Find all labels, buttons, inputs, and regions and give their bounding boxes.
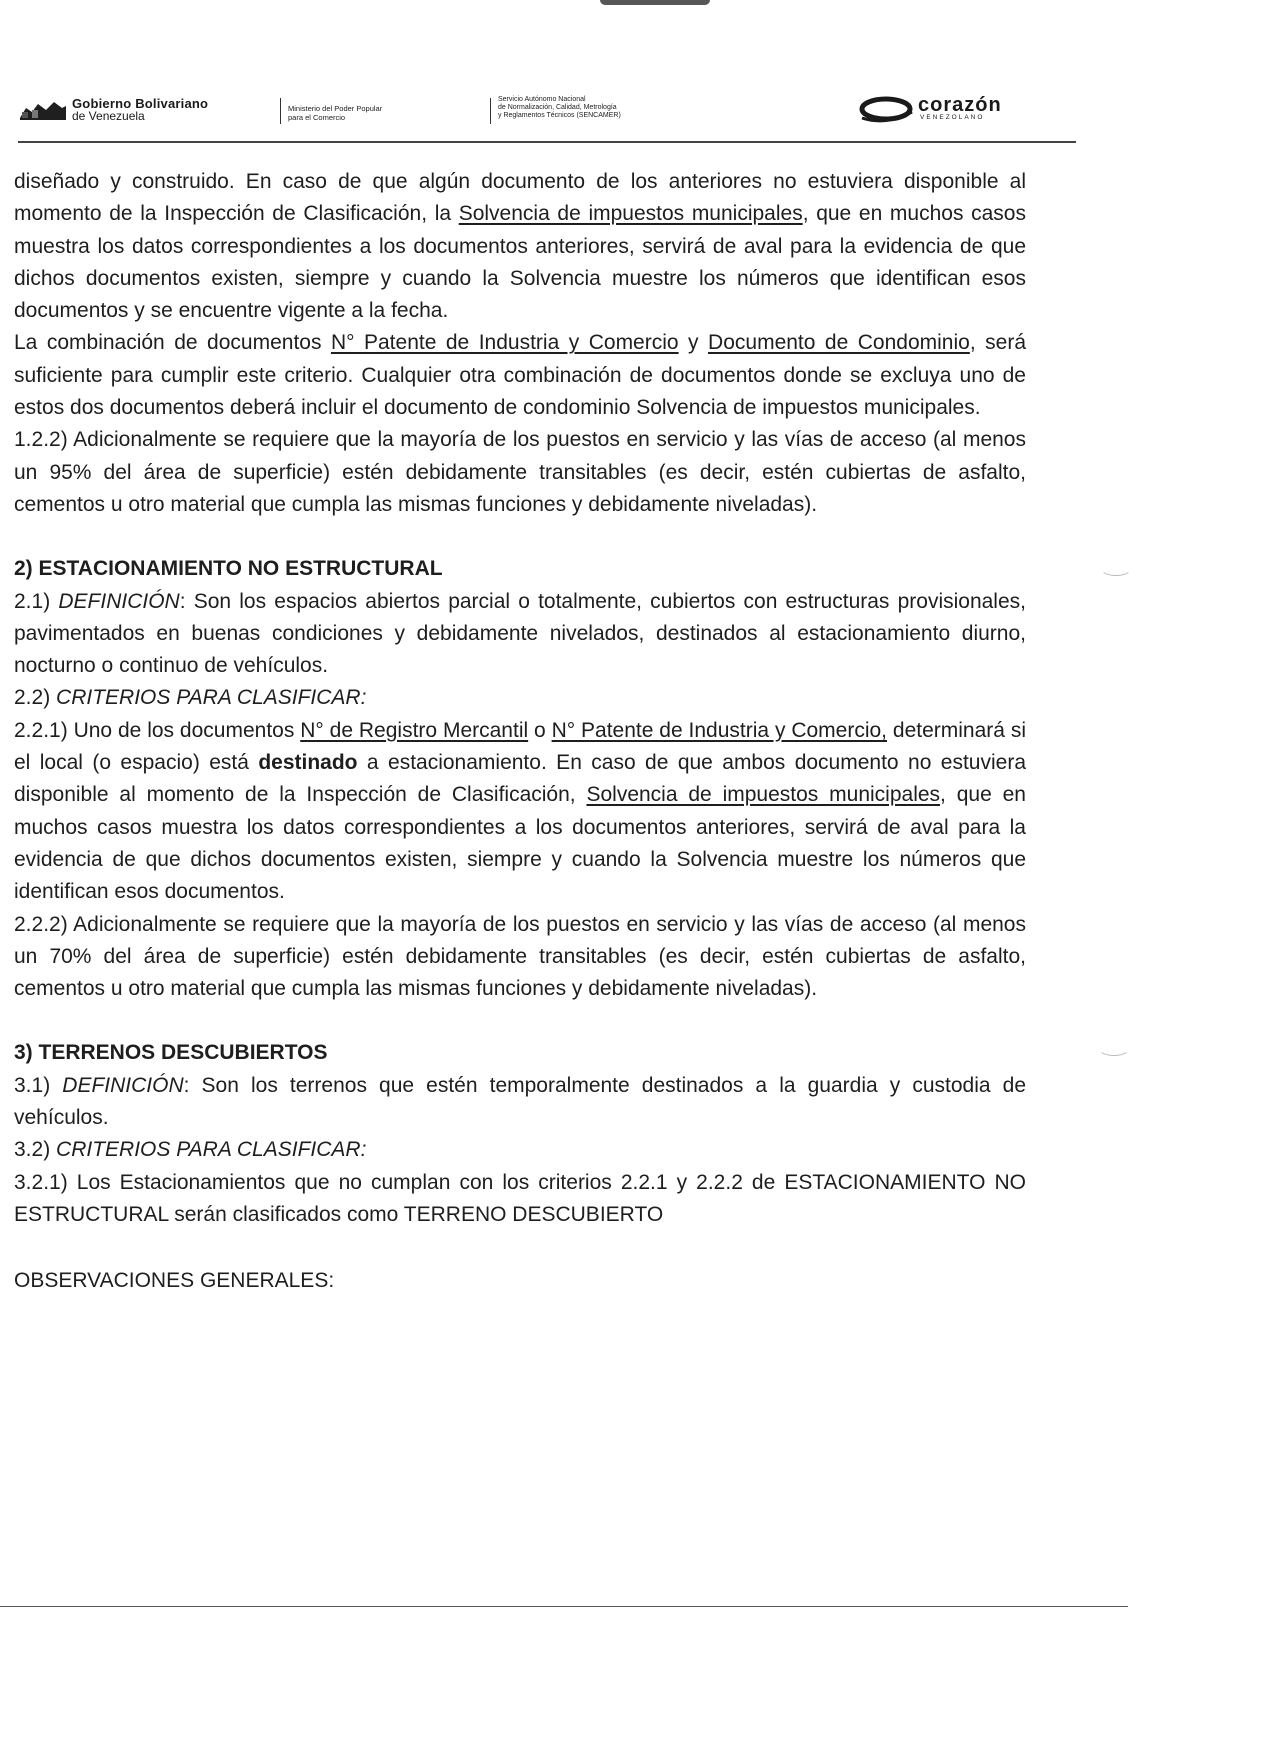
sencamer-name	[498, 96, 621, 120]
government-name-line1: Gobierno Bolivariano	[72, 96, 209, 111]
text-run: determinará si el local (o espacio) está	[14, 718, 1027, 775]
scan-artifact	[1098, 1040, 1130, 1056]
ministry-line1: Ministerio del Poder Popular	[288, 104, 383, 113]
section-3-definition	[14, 1070, 1026, 1135]
italic-label: CRITERIOS PARA CLASIFICAR:	[56, 1138, 367, 1162]
underlined-term: Solvencia de impuestos municipales	[458, 202, 803, 226]
text-run: y	[678, 331, 709, 355]
spacer	[14, 1005, 1026, 1037]
paragraph-3-2-1: 3.2.1) Los Estacionamientos que no cumplan con los criterios 2.2.1 y 2.2.2 de ESTACIONAMIENTO NO ESTRUCTURAL serán clasificados como TERRENO DESCUBIERTO	[14, 1170, 1026, 1226]
text-run: : Son los espacios abiertos parcial o totalmente, cubiertos con estructuras provisionales, pavimentados en buenas condiciones y debidamente nivelados, destinados al estacionamiento diurno, nocturno o continuo de vehículos.	[14, 589, 1026, 678]
sencamer-line1: Servicio Autónomo Nacional	[498, 96, 586, 103]
government-logo-icon	[18, 98, 68, 122]
spacer	[14, 521, 1026, 553]
scan-artifact	[1100, 560, 1132, 576]
ministry-name	[288, 104, 382, 122]
corazon-logo	[856, 96, 1082, 126]
header-separator	[280, 98, 281, 124]
document-body	[14, 166, 1026, 1298]
sencamer-line3: y Reglamentos Técnicos (SENCAMER)	[498, 112, 621, 119]
ministry-line2: para el Comercio	[288, 113, 346, 122]
underlined-term: Documento de Condominio	[708, 331, 970, 355]
text-run: 3.1)	[14, 1073, 63, 1097]
text-run: o	[528, 718, 552, 742]
general-observations: OBSERVACIONES GENERALES:	[14, 1269, 335, 1293]
section-2-heading: 2) ESTACIONAMIENTO NO ESTRUCTURAL	[14, 557, 443, 581]
header-rule	[18, 141, 1076, 143]
text-run: 2.1)	[14, 589, 59, 613]
sencamer-line2: de Normalización, Calidad, Metrología	[498, 104, 617, 111]
paragraph-1-2-2: 1.2.2) Adicionalmente se requiere que la mayoría de los puestos en servicio y las vías de acceso (al menos un 95% del área de superficie) estén debidamente transitables (es decir, estén cubiertas de asfalto, cementos u otro material que cumpla las mismas funciones y debidamente niveladas).	[14, 428, 1026, 516]
corazon-subtitle: VENEZOLANO	[920, 114, 985, 121]
heart-swoosh-icon	[856, 96, 916, 124]
scan-smudge	[600, 0, 710, 5]
italic-label: DEFINICIÓN	[62, 1073, 184, 1097]
text-run: : Son los terrenos que estén temporalmente destinados a la guardia y custodia de vehículos.	[14, 1073, 1026, 1130]
underlined-term: Solvencia de impuestos municipales	[586, 783, 941, 807]
paragraph-2-2-2: 2.2.2) Adicionalmente se requiere que la mayoría de los puestos en servicio y las vías de acceso (al menos un 70% del área de superficie) estén debidamente transitables (es decir, estén cubiertas de asfalto, cementos u otro material que cumpla las mismas funciones y debidamente niveladas).	[14, 912, 1026, 1001]
government-name	[72, 98, 208, 122]
paragraph-2	[14, 327, 1026, 424]
text-run: , será suficiente para cumplir este criterio. Cualquier otra combinación de documentos donde se excluya uno de estos dos documentos deberá incluir el documento de condominio Solvencia de impuestos municipales.	[14, 331, 1026, 420]
paragraph-2-2-1	[14, 715, 1026, 909]
text-run: 2.2)	[14, 686, 57, 710]
text-run: diseñado y construido. En caso de que algún documento de los anteriores no estuviera disponible al momento de la Inspección de Clasificación, la	[14, 170, 1026, 226]
letterhead	[18, 94, 1076, 140]
italic-label: DEFINICIÓN	[58, 589, 180, 613]
section-3-criteria	[14, 1134, 1026, 1166]
underlined-term: N° Patente de Industria y Comercio	[330, 331, 679, 355]
header-separator	[490, 98, 491, 124]
text-run: 2.2.1) Uno de los documentos	[14, 718, 301, 742]
text-run: a estacionamiento. En caso de que ambos documento no estuviera disponible al momento de la Inspección de Clasificación,	[14, 751, 1026, 807]
italic-label: CRITERIOS PARA CLASIFICAR:	[56, 686, 367, 710]
government-name-line2: de Venezuela	[72, 109, 145, 123]
underlined-term: N° Patente de Industria y Comercio,	[551, 718, 888, 742]
text-run: La combinación de documentos	[14, 331, 331, 355]
paragraph-1	[14, 166, 1026, 327]
section-3-heading: 3) TERRENOS DESCUBIERTOS	[14, 1041, 328, 1065]
section-2-definition	[14, 586, 1026, 683]
corazon-name: corazón	[918, 94, 1002, 116]
text-run: , que en muchos casos muestra los datos correspondientes a los documentos anteriores, servirá de aval para la evidencia de que dichos documentos existen, siempre y cuando la Solvencia muestre los números que identifican esos documentos y se encuentre vigente a la fecha.	[14, 202, 1026, 323]
text-run: , que en muchos casos muestra los datos correspondientes a los documentos anteriores, servirá de aval para la evidencia de que dichos documentos existen, siempre y cuando la Solvencia muestre los números que identifican esos documentos.	[14, 783, 1026, 904]
spacer	[14, 1231, 1026, 1265]
text-run: 3.2)	[14, 1138, 57, 1162]
section-2-criteria	[14, 682, 1026, 714]
underlined-term: N° de Registro Mercantil	[300, 718, 529, 742]
footer-rule	[0, 1606, 1128, 1607]
bold-term: destinado	[258, 751, 358, 775]
